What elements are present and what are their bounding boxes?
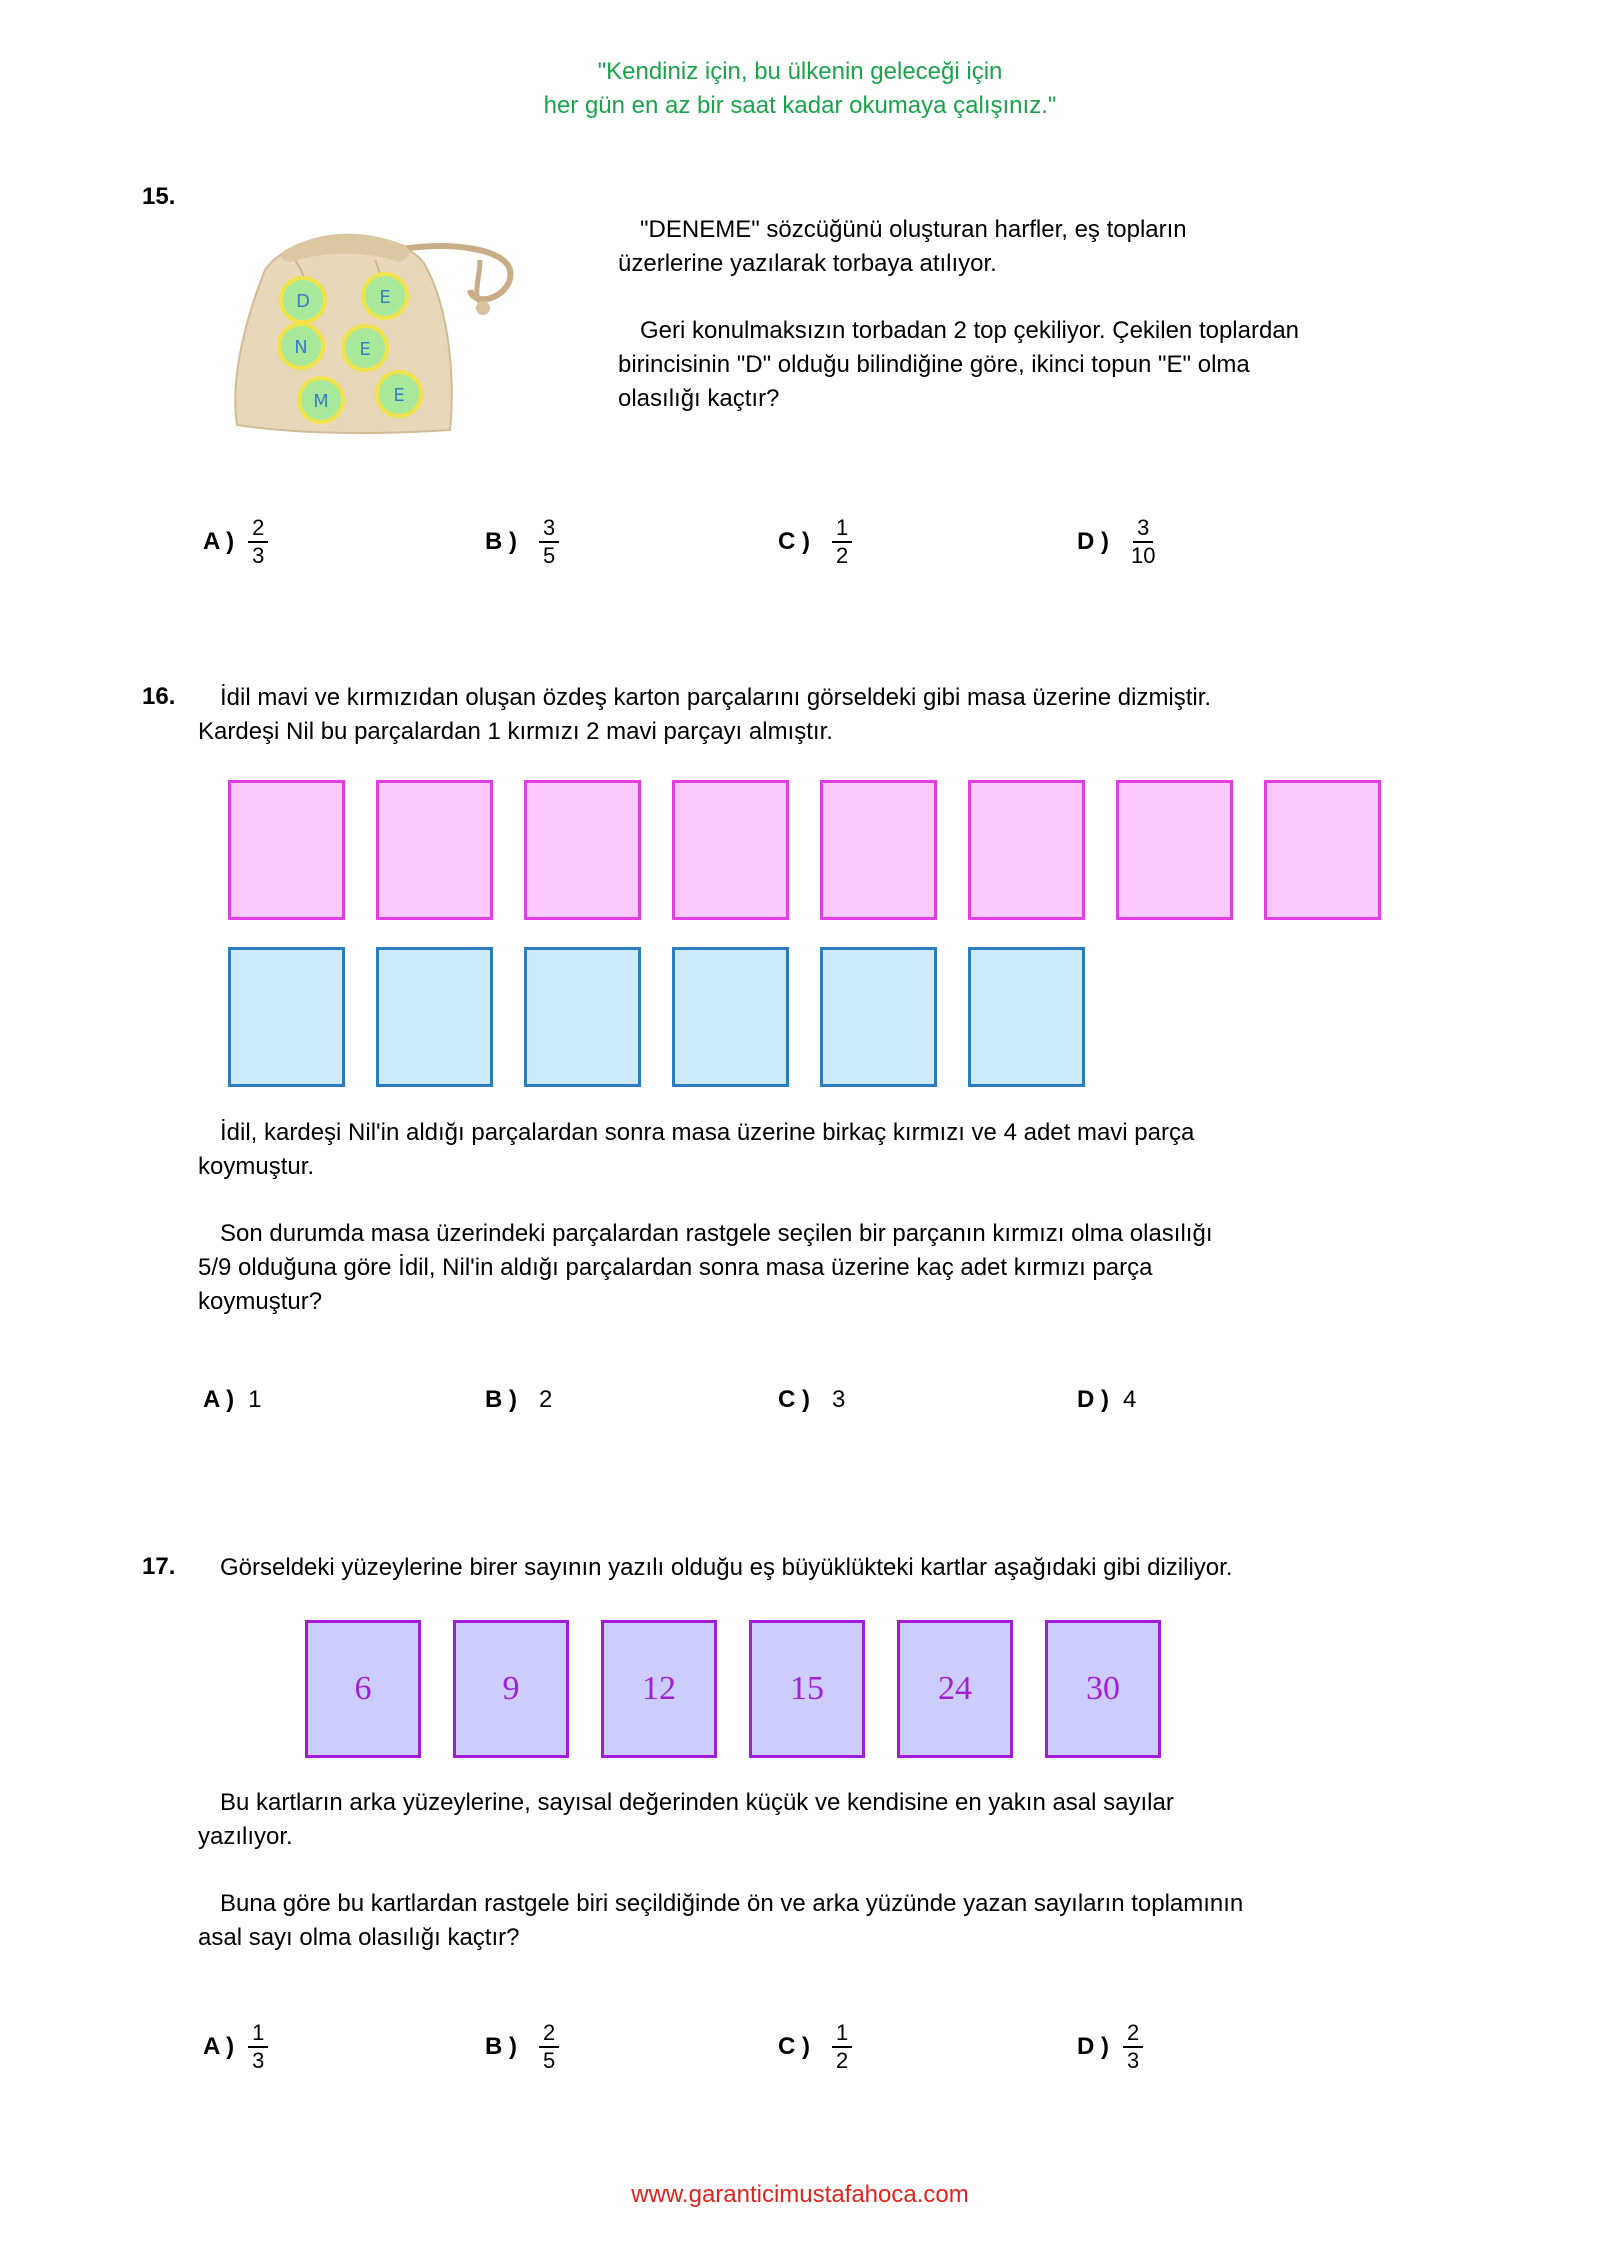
ball-e	[343, 326, 387, 370]
ball-e	[363, 274, 407, 318]
number-card: 9	[453, 1620, 569, 1758]
q17-p1: Görseldeki yüzeylerine birer sayının yazılı olduğu eş büyüklükteki kartlar aşağıdaki gibi diziliyor.	[220, 1554, 1233, 1581]
q16-p3-line1: Son durumda masa üzerindeki parçalardan rastgele seçilen bir parçanın kırmızı olma olasılığı	[220, 1220, 1213, 1247]
blue-piece	[376, 947, 493, 1087]
blue-piece	[820, 947, 937, 1087]
header-quote-line-1: "Kendiniz için, bu ülkenin geleceği için	[597, 58, 1003, 85]
red-piece	[228, 780, 345, 920]
option-letter: B )	[485, 1386, 517, 1413]
q15-p1-line2: üzerlerine yazılarak torbaya atılıyor.	[618, 250, 997, 277]
q16-p1-line1: İdil mavi ve kırmızıdan oluşan özdeş karton parçalarını görseldeki gibi masa üzerine dizmiştir.	[220, 684, 1212, 711]
option-value: 3	[832, 1386, 846, 1413]
q17-option-b[interactable]	[485, 2020, 559, 2074]
q15-p1-line1: "DENEME" sözcüğünü oluşturan harfler, eş topların	[640, 216, 1187, 243]
ball-d	[281, 278, 325, 322]
red-piece	[672, 780, 789, 920]
q16-option-a[interactable]	[203, 1386, 261, 1414]
ball-label: E	[379, 287, 391, 308]
q15-p2-line2: birincisinin "D" olduğu bilindiğine göre, ikinci topun "E" olma	[618, 351, 1250, 378]
q16-p2-line2: koymuştur.	[198, 1153, 315, 1180]
option-letter: D )	[1077, 1386, 1109, 1413]
ball-label: D	[296, 291, 310, 312]
red-piece	[1116, 780, 1233, 920]
q17-option-a[interactable]	[203, 2020, 268, 2074]
option-fraction: $\frac{2}{3}$	[248, 515, 268, 569]
option-fraction: $\frac{3}{5}$	[539, 515, 559, 569]
q15-option-c[interactable]	[778, 515, 852, 569]
option-letter: A )	[203, 1386, 235, 1413]
q16-option-c[interactable]	[778, 1386, 845, 1414]
q17-option-c[interactable]	[778, 2020, 852, 2074]
number-card: 12	[601, 1620, 717, 1758]
red-piece	[376, 780, 493, 920]
ball-e	[377, 372, 421, 416]
option-fraction: $\frac{1}{2}$	[832, 2020, 852, 2074]
blue-piece	[672, 947, 789, 1087]
q15-option-d[interactable]	[1077, 515, 1159, 569]
option-letter: C )	[778, 528, 810, 555]
question-17-number: 17.	[142, 1553, 176, 1580]
question-16-intro	[198, 681, 1498, 749]
option-letter: C )	[778, 1386, 810, 1413]
option-fraction: $\frac{2}{5}$	[539, 2020, 559, 2074]
option-letter: B )	[485, 2033, 517, 2060]
option-letter: A )	[203, 2033, 235, 2060]
q17-p3-line1: Buna göre bu kartlardan rastgele biri seçildiğinde ön ve arka yüzünde yazan sayıların toplamının	[220, 1890, 1244, 1917]
q16-p3-line2: 5/9 olduğuna göre İdil, Nil'in aldığı parçalardan sonra masa üzerine kaç adet kırmızı parça	[198, 1254, 1153, 1281]
bag-illustration	[225, 200, 535, 440]
option-fraction: $\frac{3}{10}$	[1131, 515, 1156, 568]
ball-label: N	[294, 337, 308, 358]
number-card: 15	[749, 1620, 865, 1758]
q17-p2-line2: yazılıyor.	[198, 1823, 293, 1850]
option-letter: B )	[485, 528, 517, 555]
option-letter: D )	[1077, 528, 1109, 555]
option-letter: D )	[1077, 2033, 1109, 2060]
ball-label: M	[313, 391, 329, 412]
q15-option-b[interactable]	[485, 515, 559, 569]
red-piece	[820, 780, 937, 920]
option-value: 4	[1123, 1386, 1137, 1413]
option-fraction: $\frac{2}{3}$	[1123, 2020, 1143, 2074]
number-card: 24	[897, 1620, 1013, 1758]
blue-piece	[524, 947, 641, 1087]
q15-p2-line3: olasılığı kaçtır?	[618, 385, 780, 412]
number-card: 6	[305, 1620, 421, 1758]
ball-label: E	[393, 385, 405, 406]
blue-piece	[968, 947, 1085, 1087]
option-value: 2	[539, 1386, 553, 1413]
q15-option-a[interactable]	[203, 515, 268, 569]
q17-p3-line2: asal sayı olma olasılığı kaçtır?	[198, 1924, 520, 1951]
q17-option-d[interactable]	[1077, 2020, 1143, 2074]
q16-p1-line2: Kardeşi Nil bu parçalardan 1 kırmızı 2 mavi parçayı almıştır.	[198, 718, 833, 745]
question-16-number: 16.	[142, 683, 176, 710]
question-17-text	[198, 1786, 1518, 1955]
header-quote	[0, 55, 1600, 123]
question-15-text	[618, 213, 1418, 416]
question-16-text	[198, 1116, 1498, 1319]
option-letter: C )	[778, 2033, 810, 2060]
ball-n	[279, 324, 323, 368]
ball-m	[299, 378, 343, 422]
q17-p2-line1: Bu kartların arka yüzeylerine, sayısal değerinden küçük ve kendisine en yakın asal sayılar	[220, 1789, 1174, 1816]
blue-piece	[228, 947, 345, 1087]
option-fraction: $\frac{1}{2}$	[832, 515, 852, 569]
q16-p2-line1: İdil, kardeşi Nil'in aldığı parçalardan sonra masa üzerine birkaç kırmızı ve 4 adet mavi parça	[220, 1119, 1195, 1146]
q16-option-d[interactable]	[1077, 1386, 1136, 1414]
number-card: 30	[1045, 1620, 1161, 1758]
option-letter: A )	[203, 528, 235, 555]
question-15-number: 15.	[142, 183, 176, 210]
red-piece	[968, 780, 1085, 920]
ball-label: E	[359, 339, 371, 360]
footer-website-link[interactable]: www.garanticimustafahoca.com	[631, 2181, 969, 2208]
q15-p2-line1: Geri konulmaksızın torbadan 2 top çekiliyor. Çekilen toplardan	[640, 317, 1300, 344]
header-quote-line-2: her gün en az bir saat kadar okumaya çalışınız."	[543, 92, 1057, 119]
red-piece	[1264, 780, 1381, 920]
option-value: 1	[248, 1386, 262, 1413]
q16-p3-line3: koymuştur?	[198, 1288, 323, 1315]
option-fraction: $\frac{1}{3}$	[248, 2020, 268, 2074]
red-piece	[524, 780, 641, 920]
q16-option-b[interactable]	[485, 1386, 552, 1414]
